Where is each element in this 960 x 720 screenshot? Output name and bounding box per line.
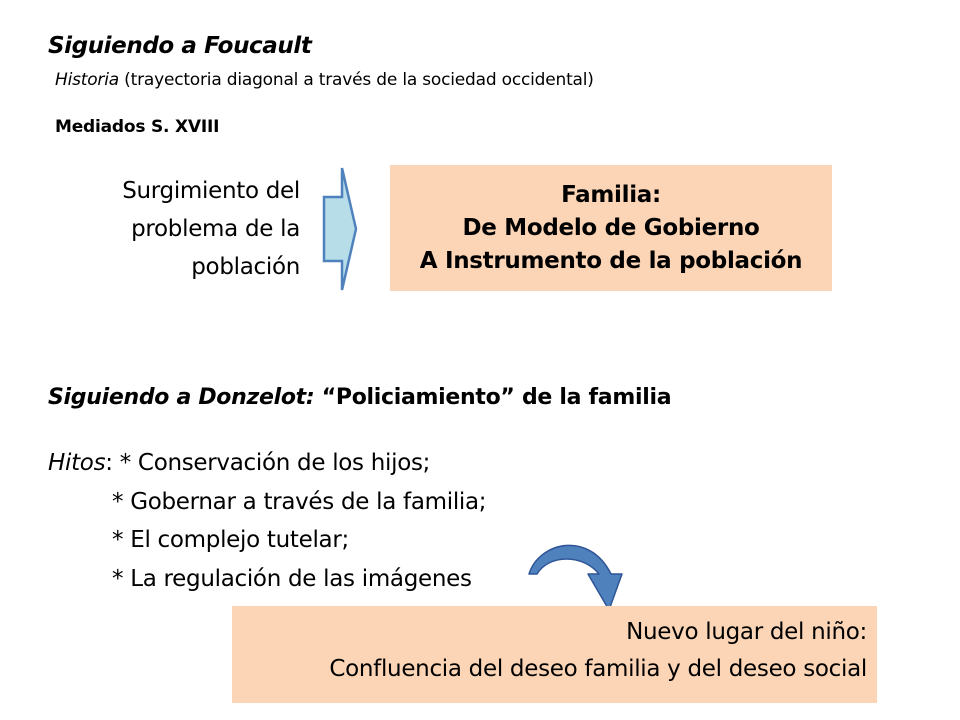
subtitle-italic: Historia bbox=[55, 70, 119, 90]
child-place-line: Nuevo lugar del niño: bbox=[626, 619, 867, 645]
population-problem-line: problema de la bbox=[131, 216, 300, 242]
right-block-arrow-icon bbox=[318, 165, 360, 293]
child-place-box bbox=[232, 606, 877, 703]
donzelot-italic: Siguiendo a Donzelot: bbox=[48, 385, 315, 410]
family-box bbox=[390, 165, 832, 291]
donzelot-rest: “Policiamiento” de la familia bbox=[314, 385, 672, 410]
child-place-line: Confluencia del deseo familia y del deseo social bbox=[329, 656, 867, 682]
slide-subtitle bbox=[55, 70, 594, 90]
subtitle-rest: (trayectoria diagonal a través de la sociedad occidental) bbox=[118, 70, 594, 90]
curved-down-arrow-icon bbox=[525, 532, 635, 614]
donzelot-heading bbox=[48, 385, 671, 410]
family-box-line: A Instrumento de la población bbox=[419, 247, 803, 274]
population-problem-line: población bbox=[191, 254, 300, 280]
milestone-item: * La regulación de las imágenes bbox=[112, 565, 472, 592]
period-label: Mediados S. XVIII bbox=[55, 117, 220, 137]
milestone-item: Hitos: * Conservación de los hijos; bbox=[48, 450, 431, 476]
milestones-label: Hitos bbox=[48, 450, 106, 476]
slide-title: Siguiendo a Foucault bbox=[48, 33, 312, 59]
population-problem-line: Surgimiento del bbox=[122, 178, 300, 204]
milestones-list bbox=[48, 444, 486, 598]
population-problem-text bbox=[60, 172, 300, 286]
family-box-line: De Modelo de Gobierno bbox=[462, 214, 760, 241]
family-box-line: Familia: bbox=[561, 181, 661, 208]
milestone-item: * El complejo tutelar; bbox=[112, 527, 349, 553]
milestone-item: * Gobernar a través de la familia; bbox=[112, 488, 487, 515]
